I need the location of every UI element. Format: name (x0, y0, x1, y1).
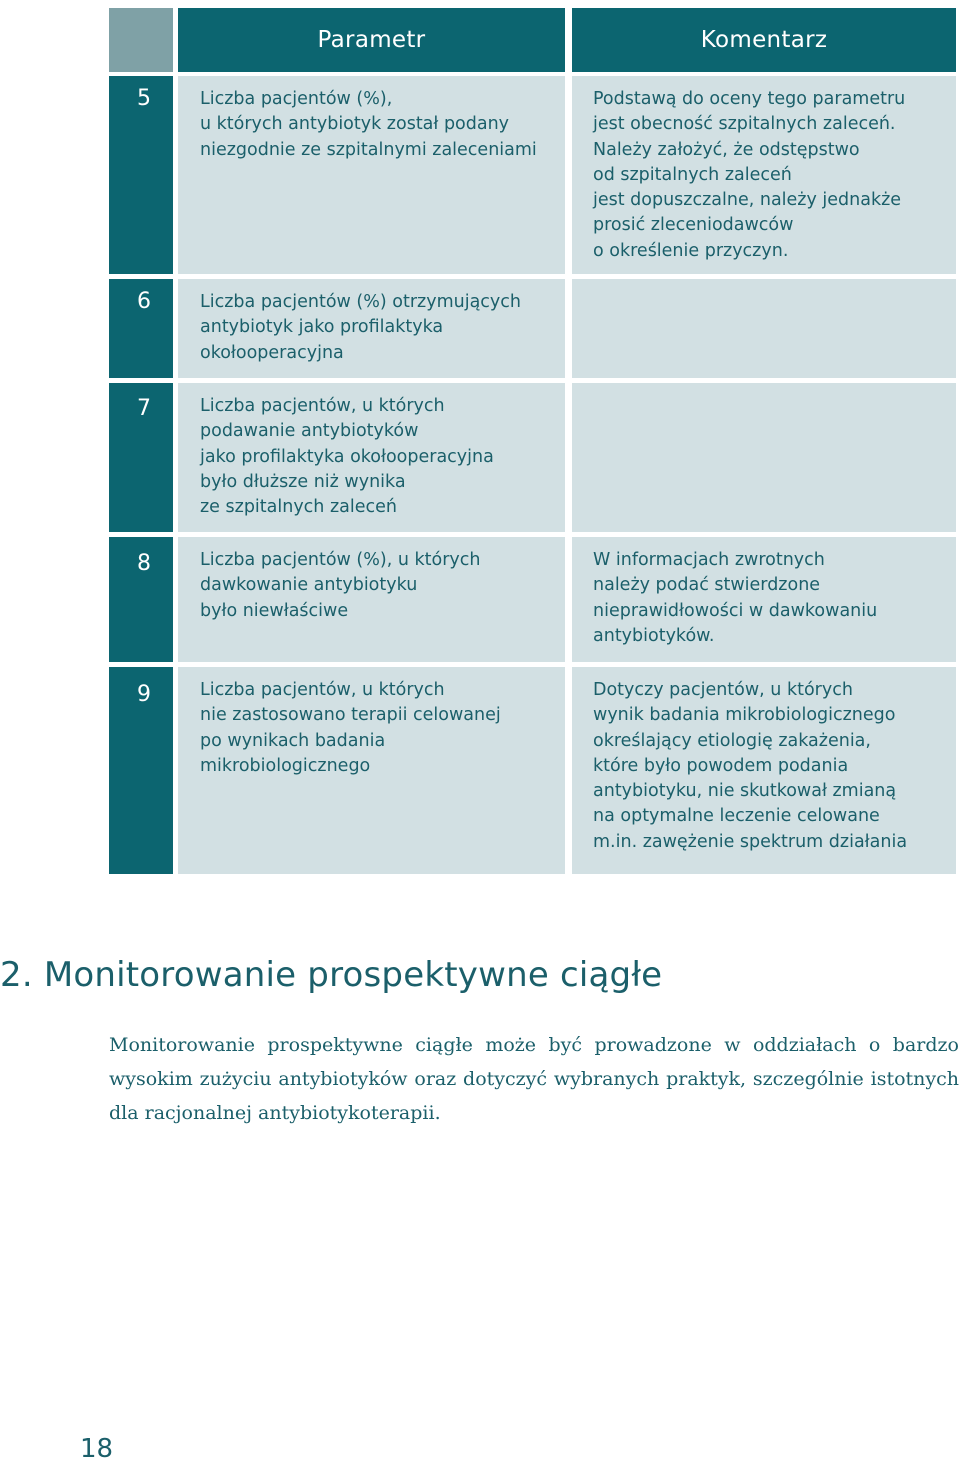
section-heading: 2. Monitorowanie prospektywne ciągłe (0, 955, 663, 995)
row-number-5: 5 (137, 86, 151, 111)
table-header-corner (109, 8, 173, 72)
section-body-paragraph: Monitorowanie prospektywne ciągłe może być prowadzone w oddziałach o bardzo wysokim zużyciu antybiotyków oraz dotyczyć wybranych praktyk, szczególnie istotnych dla racjonalnej antybiotykoterapii. (109, 1034, 959, 1124)
row-9-parameter: Liczba pacjentów, u których nie zastosowano terapii celowanej po wynikach badania mikrobiologicznego (178, 667, 565, 874)
row-divider (109, 378, 173, 383)
row-number-9: 9 (137, 682, 151, 707)
row-number-8: 8 (137, 551, 151, 576)
row-divider (109, 662, 173, 667)
row-number-column (109, 76, 173, 874)
page-number: 18 (80, 1434, 114, 1464)
row-7-comment (572, 383, 956, 532)
row-8-comment: W informacjach zwrotnych należy podać stwierdzone nieprawidłowości w dawkowaniu antybiotyków. (572, 537, 956, 662)
row-9-comment: Dotyczy pacjentów, u których wynik badania mikrobiologicznego określający etiologię zakażenia, które było powodem podania antybiotyku, nie skutkował zmianą na optymalne leczenie celowane m.in. zawężenie spektrum działania (572, 667, 956, 874)
row-number-7: 7 (137, 396, 151, 421)
row-divider (109, 532, 173, 537)
row-divider (109, 274, 173, 279)
row-6-comment (572, 279, 956, 378)
row-number-6: 6 (137, 289, 151, 314)
row-5-comment: Podstawą do oceny tego parametru jest obecność szpitalnych zaleceń. Należy założyć, że odstępstwo od szpitalnych zaleceń jest dopuszczalne, należy jednakże prosić zleceniodawców o określenie przyczyn. (572, 76, 956, 274)
column-header-parameter: Parametr (178, 8, 565, 72)
column-header-comment: Komentarz (572, 8, 956, 72)
row-7-parameter: Liczba pacjentów, u których podawanie antybiotyków jako profilaktyka okołooperacyjna było dłuższe niż wynika ze szpitalnych zaleceń (178, 383, 565, 532)
row-6-parameter: Liczba pacjentów (%) otrzymujących antybiotyk jako profilaktyka okołooperacyjna (178, 279, 565, 378)
row-5-parameter: Liczba pacjentów (%), u których antybiotyk został podany niezgodnie ze szpitalnymi zaleceniami (178, 76, 565, 274)
row-8-parameter: Liczba pacjentów (%), u których dawkowanie antybiotyku było niewłaściwe (178, 537, 565, 662)
